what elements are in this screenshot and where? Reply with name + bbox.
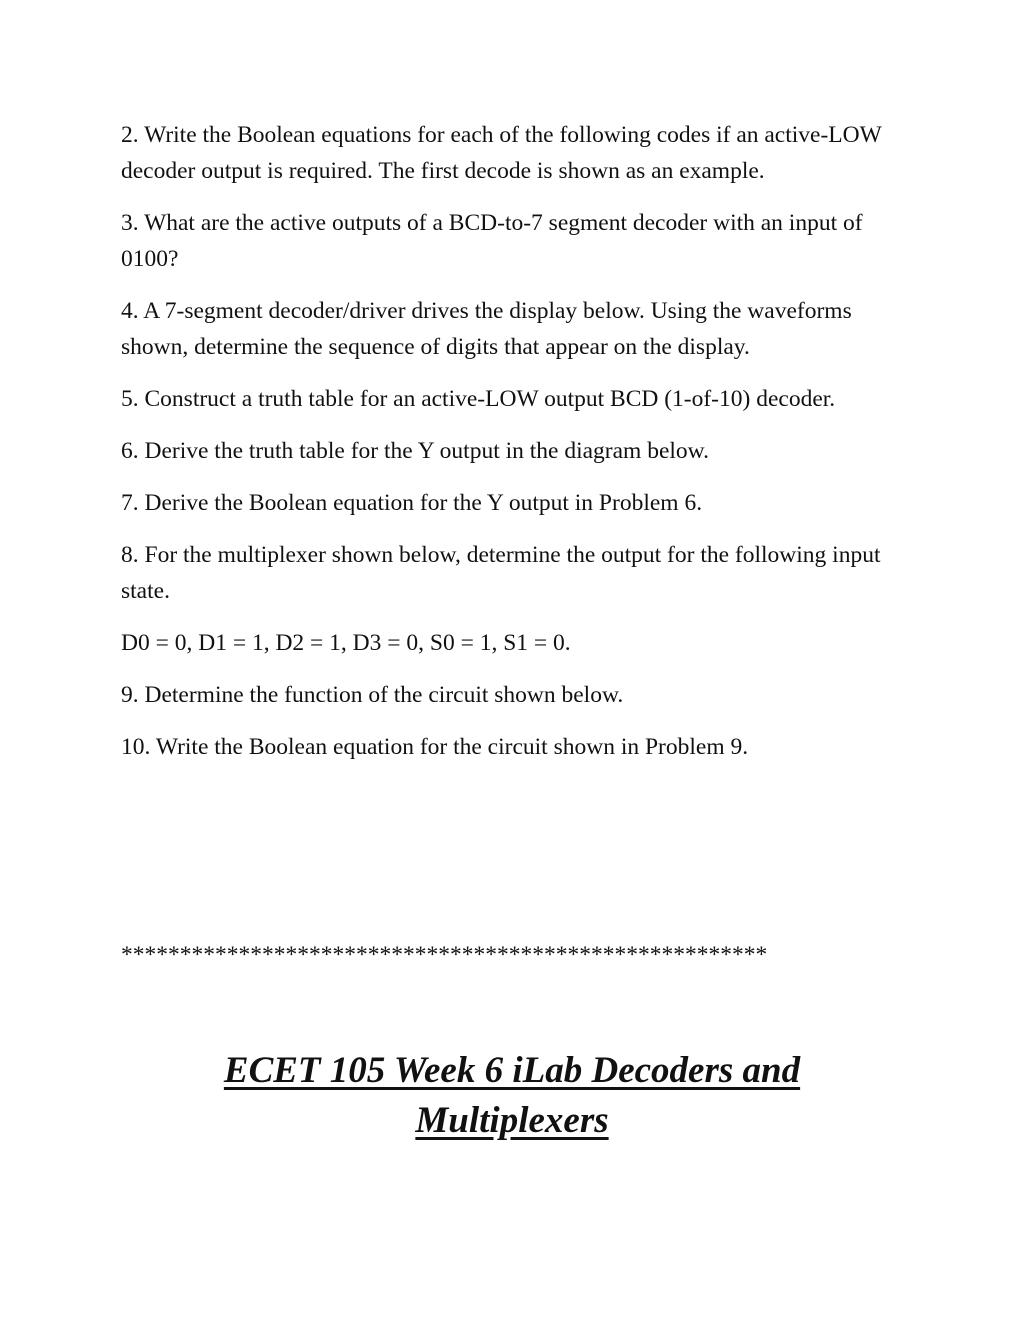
- separator-line: *******************************************************: [121, 942, 768, 968]
- question-2: 2. Write the Boolean equations for each of the following codes if an active-LOW decoder output is required. The first decode is shown as an example.: [121, 122, 882, 184]
- question-8: 8. For the multiplexer shown below, determine the output for the following input state.: [121, 542, 881, 604]
- section-title: [0, 1046, 1024, 1146]
- question-list: [121, 117, 911, 781]
- section-title-line2: Multiplexers: [415, 1100, 609, 1141]
- question-5: 5. Construct a truth table for an active-LOW output BCD (1-of-10) decoder.: [121, 386, 836, 412]
- question-3: 3. What are the active outputs of a BCD-to-7 segment decoder with an input of 0100?: [121, 210, 863, 272]
- section-title-line1: ECET 105 Week 6 iLab Decoders and: [223, 1050, 801, 1091]
- question-7: 7. Derive the Boolean equation for the Y output in Problem 6.: [121, 490, 703, 516]
- question-10: 10. Write the Boolean equation for the circuit shown in Problem 9.: [121, 734, 749, 760]
- question-4: 4. A 7-segment decoder/driver drives the display below. Using the waveforms shown, determine the sequence of digits that appear on the display.: [121, 298, 852, 360]
- question-8-inputs: D0 = 0, D1 = 1, D2 = 1, D3 = 0, S0 = 1, S1 = 0.: [121, 630, 571, 656]
- question-9: 9. Determine the function of the circuit shown below.: [121, 682, 624, 708]
- question-6: 6. Derive the truth table for the Y output in the diagram below.: [121, 438, 709, 464]
